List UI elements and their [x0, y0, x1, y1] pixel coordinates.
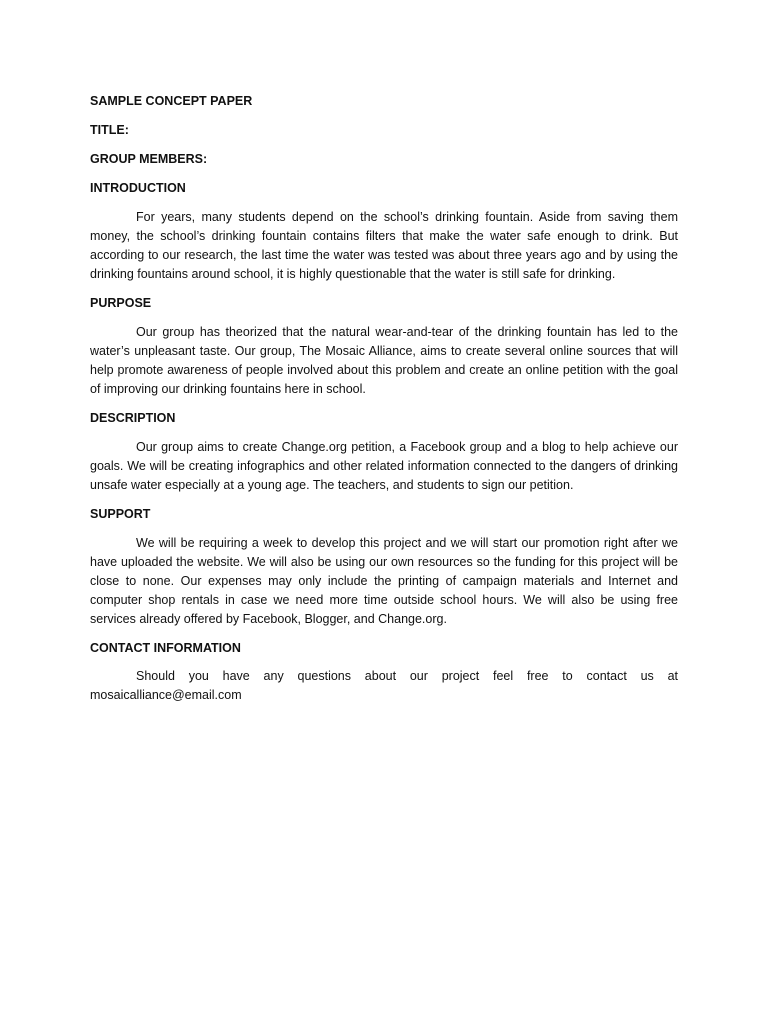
- support-paragraph: We will be requiring a week to develop this project and we will start our promotion right after we have uploaded the website. We will also be using our own resources so the funding for this project will be close to none. Our expenses may only include the printing of campaign materials and Internet and computer shop rentals in case we need more time outside school hours. We will also be using free services already offered by Facebook, Blogger, and Change.org.: [90, 536, 678, 626]
- introduction-heading: INTRODUCTION: [90, 181, 186, 195]
- purpose-paragraph: Our group has theorized that the natural wear-and-tear of the drinking fountain has led to the water’s unpleasant taste. Our group, The Mosaic Alliance, aims to create several online sources that will help promote awareness of people involved about this problem and create an online petition with the goal of improving our drinking fountains here in school.: [90, 325, 678, 396]
- contact-paragraph: Should you have any questions about our project feel free to contact us at mosaicalliance@email.com: [90, 669, 678, 702]
- group-members-label: GROUP MEMBERS:: [90, 152, 208, 166]
- support-heading: SUPPORT: [90, 507, 151, 521]
- document-title: SAMPLE CONCEPT PAPER: [90, 94, 253, 108]
- description-paragraph: Our group aims to create Change.org petition, a Facebook group and a blog to help achieve our goals. We will be creating infographics and other related information connected to the dangers of drinking unsafe water especially at a young age. The teachers, and students to sign our petition.: [90, 440, 678, 492]
- title-label: TITLE:: [90, 123, 129, 137]
- introduction-paragraph: For years, many students depend on the school’s drinking fountain. Aside from saving them money, the school’s drinking fountain contains filters that make the water safe enough to drink. But according to our research, the last time the water was tested was about three years ago and by using the drinking fountains around school, it is highly questionable that the water is still safe for drinking.: [90, 210, 678, 281]
- description-heading: DESCRIPTION: [90, 411, 176, 425]
- contact-heading: CONTACT INFORMATION: [90, 641, 241, 655]
- purpose-heading: PURPOSE: [90, 296, 152, 310]
- document-page: [90, 92, 678, 715]
